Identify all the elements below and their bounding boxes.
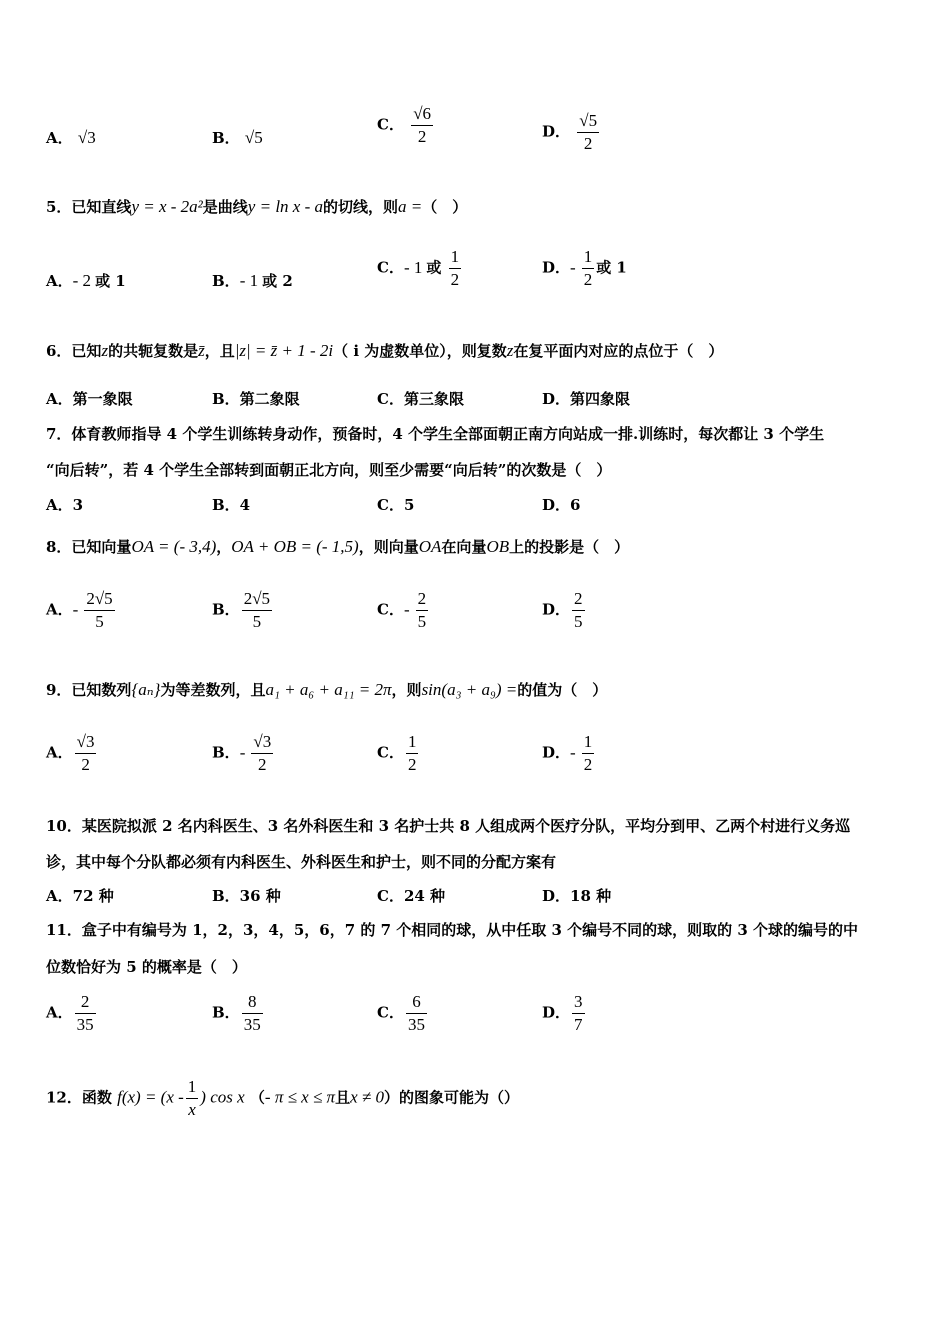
fraction: $\frac{1}{2}$ bbox=[450, 247, 460, 289]
q5-option-c: C．- 1 或 $\frac{1}{2}$ bbox=[377, 247, 460, 289]
option-value: √5 bbox=[244, 128, 263, 147]
q5-stem: 5．已知直线y = x - 2a²是曲线y = ln x - a的切线，则a =（ ） bbox=[46, 197, 468, 216]
option-letter: A． bbox=[46, 129, 73, 147]
fraction: $\frac{1}{x}$ bbox=[187, 1077, 197, 1119]
math-expression: a = bbox=[398, 197, 423, 216]
math-expression: f(x) = (x - bbox=[117, 1087, 184, 1107]
q10-option-d: D．18 种 bbox=[542, 887, 612, 905]
fraction: $\frac{1}{2}$ bbox=[407, 732, 417, 774]
q8-option-a: A．- $\frac{2√5}{5}$ bbox=[46, 589, 113, 631]
q11-option-c: C． $\frac{6}{35}$ bbox=[377, 992, 425, 1034]
fraction: $\frac{1}{2}$ bbox=[583, 732, 593, 774]
option-letter: B． bbox=[212, 129, 240, 147]
fraction: $\frac{2√5}{5}$ bbox=[86, 589, 113, 631]
q7-option-d: D．6 bbox=[542, 496, 581, 514]
q10-option-b: B．36 种 bbox=[212, 887, 281, 905]
q5-option-a: A．- 2 或 1 bbox=[46, 271, 126, 290]
option-letter: D． bbox=[542, 122, 571, 141]
q9-option-a: A． $\frac{√3}{2}$ bbox=[46, 732, 95, 774]
q5-option-b: B．- 1 或 2 bbox=[212, 271, 293, 290]
fraction: $\frac{6}{35}$ bbox=[407, 992, 425, 1034]
q6-option-d: D．第四象限 bbox=[542, 390, 631, 408]
q10-option-c: C．24 种 bbox=[377, 887, 446, 905]
math-expression: sin(a₃ + a₉) = bbox=[421, 680, 518, 699]
q6-option-c: C．第三象限 bbox=[377, 390, 464, 408]
q11-option-b: B． $\frac{8}{35}$ bbox=[212, 992, 261, 1034]
fraction: $\frac{8}{35}$ bbox=[243, 992, 261, 1034]
math-expression: x ≠ 0 bbox=[350, 1087, 384, 1107]
q5-option-d: D．- $\frac{1}{2}$ 或 1 bbox=[542, 247, 627, 289]
math-expression: OA + OB = (- 1,5) bbox=[231, 537, 359, 556]
q7-stem-line1: 7．体育教师指导 4 个学生训练转身动作，预备时，4 个学生全部面朝正南方向站成一排.训练时，每次都让 3 个学生 bbox=[46, 425, 825, 443]
fraction: $\frac{2}{5}$ bbox=[417, 589, 427, 631]
fraction: $\frac{2}{5}$ bbox=[574, 589, 583, 631]
q8-option-d: D． $\frac{2}{5}$ bbox=[542, 589, 583, 631]
fraction: $\frac{3}{7}$ bbox=[574, 992, 583, 1034]
fraction: $\frac{√5}{2}$ bbox=[579, 111, 598, 153]
q11-option-a: A． $\frac{2}{35}$ bbox=[46, 992, 94, 1034]
q4-option-d bbox=[542, 110, 601, 155]
q9-option-c: C． $\frac{1}{2}$ bbox=[377, 732, 417, 774]
math-expression: ) cos x bbox=[200, 1087, 245, 1107]
math-expression: y = x - 2a² bbox=[131, 197, 203, 216]
math-expression: OA = (- 3,4) bbox=[131, 537, 217, 556]
option-value: √3 bbox=[77, 128, 96, 147]
q7-stem-line2: “向后转”，若 4 个学生全部转到面朝正北方向，则至少需要“向后转”的次数是（ ） bbox=[46, 461, 612, 479]
fraction: $\frac{√6}{2}$ bbox=[413, 104, 432, 146]
q9-option-b: B．- $\frac{√3}{2}$ bbox=[212, 732, 272, 774]
q10-stem-line2: 诊，其中每个分队都必须有内科医生、外科医生和护士，则不同的分配方案有 bbox=[46, 853, 557, 871]
q10-stem-line1: 10．某医院拟派 2 名内科医生、3 名外科医生和 3 名护士共 8 人组成两个医疗分队，平均分到甲、乙两个村进行义务巡 bbox=[46, 817, 851, 835]
option-letter: C． bbox=[377, 115, 404, 134]
q8-stem: 8．已知向量OA = (- 3,4)，OA + OB = (- 1,5)，则向量OA在向量OB上的投影是（ ） bbox=[46, 537, 630, 556]
q9-stem: 9．已知数列{aₙ}为等差数列，且a₁ + a₆ + a₁₁ = 2π，则sin(a₃ + a₉) =的值为（ ） bbox=[46, 680, 608, 699]
q4-option-a bbox=[46, 127, 96, 148]
q8-option-c: C．- $\frac{2}{5}$ bbox=[377, 589, 427, 631]
q8-option-b: B． $\frac{2√5}{5}$ bbox=[212, 589, 271, 631]
q7-option-a: A．3 bbox=[46, 496, 84, 514]
math-expression: a₁ + a₆ + a₁₁ = 2π bbox=[265, 680, 392, 699]
q12-stem: 12．函数 f(x) = (x - $\frac{1}{x}$ ) cos x （- π ≤ x ≤ π且x ≠ 0）的图象可能为（） bbox=[46, 1077, 519, 1119]
q4-option-c bbox=[377, 103, 435, 148]
q6-option-b: B．第二象限 bbox=[212, 390, 300, 408]
fraction: $\frac{2}{35}$ bbox=[76, 992, 94, 1034]
q4-option-b bbox=[212, 127, 263, 148]
math-expression: - π ≤ x ≤ π bbox=[264, 1087, 336, 1107]
fraction: $\frac{2√5}{5}$ bbox=[243, 589, 271, 631]
q11-stem-line1: 11．盒子中有编号为 1，2，3，4，5，6，7 的 7 个相同的球，从中任取 3 个编号不同的球，则取的 3 个球的编号的中 bbox=[46, 921, 859, 939]
fraction: $\frac{√3}{2}$ bbox=[76, 732, 95, 774]
fraction: $\frac{√3}{2}$ bbox=[253, 732, 272, 774]
q6-stem: 6．已知z的共轭复数是z̄，且|z| = z̄ + 1 - 2i（ i 为虚数单位），则复数z在复平面内对应的点位于（ ） bbox=[46, 341, 724, 360]
fraction: $\frac{1}{2}$ bbox=[583, 247, 593, 289]
math-expression: |z| = z̄ + 1 - 2i bbox=[234, 341, 334, 360]
q7-option-c: C．5 bbox=[377, 496, 415, 514]
q6-option-a: A．第一象限 bbox=[46, 390, 133, 408]
q9-option-d: D．- $\frac{1}{2}$ bbox=[542, 732, 593, 774]
q10-option-a: A．72 种 bbox=[46, 887, 114, 905]
q11-stem-line2: 位数恰好为 5 的概率是（ ） bbox=[46, 958, 247, 976]
q7-option-b: B．4 bbox=[212, 496, 251, 514]
q11-option-d: D． $\frac{3}{7}$ bbox=[542, 992, 583, 1034]
math-expression: y = ln x - a bbox=[247, 197, 323, 216]
